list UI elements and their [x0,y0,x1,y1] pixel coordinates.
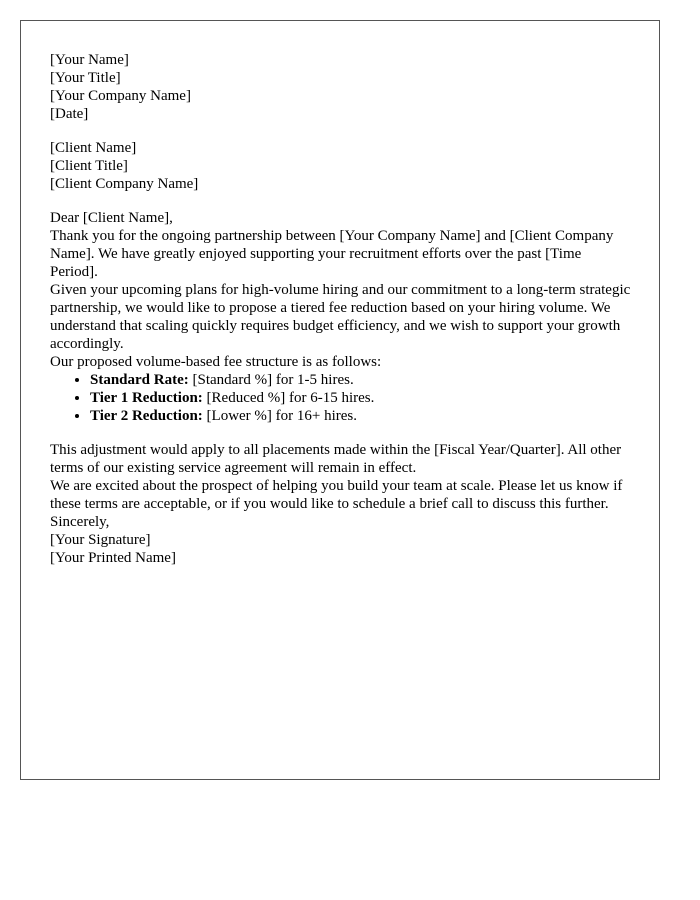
closing: Sincerely, [50,514,110,530]
recipient-name: [Client Name] [50,140,137,156]
sender-block [50,51,632,123]
fee-list-item [90,407,632,425]
signature-line: [Your Signature] [50,532,151,548]
sender-company: [Your Company Name] [50,88,191,104]
fee-text: [Standard %] for 1-5 hires. [188,372,354,388]
paragraph-intro: Thank you for the ongoing partnership between [Your Company Name] and [Client Company Name]. We have greatly enjoyed supporting your recruitment efforts over the past [Time Period]. [50,228,614,280]
paragraph-adjustment: This adjustment would apply to all placements made within the [Fiscal Year/Quarter]. All other terms of our existing service agreement will remain in effect. [50,442,622,476]
recipient-title: [Client Title] [50,158,128,174]
fee-list-item [90,371,632,389]
recipient-company: [Client Company Name] [50,176,199,192]
signature-block [50,531,632,567]
paragraph-proposal: Given your upcoming plans for high-volume hiring and our commitment to a long-term strategic partnership, we would like to propose a tiered fee reduction based on your hiring volume. We understand that scaling quickly requires budget efficiency, and we wish to support your growth accordingly. [50,282,631,352]
fee-text: [Lower %] for 16+ hires. [202,408,358,424]
fee-label: Standard Rate: [90,372,189,388]
sender-title: [Your Title] [50,70,121,86]
paragraph-closing-remarks: We are excited about the prospect of helping you build your team at scale. Please let us know if these terms are acceptable, or if you would like to schedule a brief call to discuss this further. [50,478,623,512]
printed-name: [Your Printed Name] [50,550,176,566]
letter-page [20,20,660,780]
letter-body [50,51,632,567]
fee-list-item [90,389,632,407]
recipient-block [50,139,632,193]
paragraph-fee-structure-intro: Our proposed volume-based fee structure is as follows: [50,354,382,370]
sender-name: [Your Name] [50,52,129,68]
fee-label: Tier 2 Reduction: [90,408,203,424]
salutation: Dear [Client Name], [50,210,173,226]
fee-label: Tier 1 Reduction: [90,390,203,406]
letter-date: [Date] [50,106,89,122]
fee-structure-list [50,371,632,425]
fee-text: [Reduced %] for 6-15 hires. [202,390,375,406]
